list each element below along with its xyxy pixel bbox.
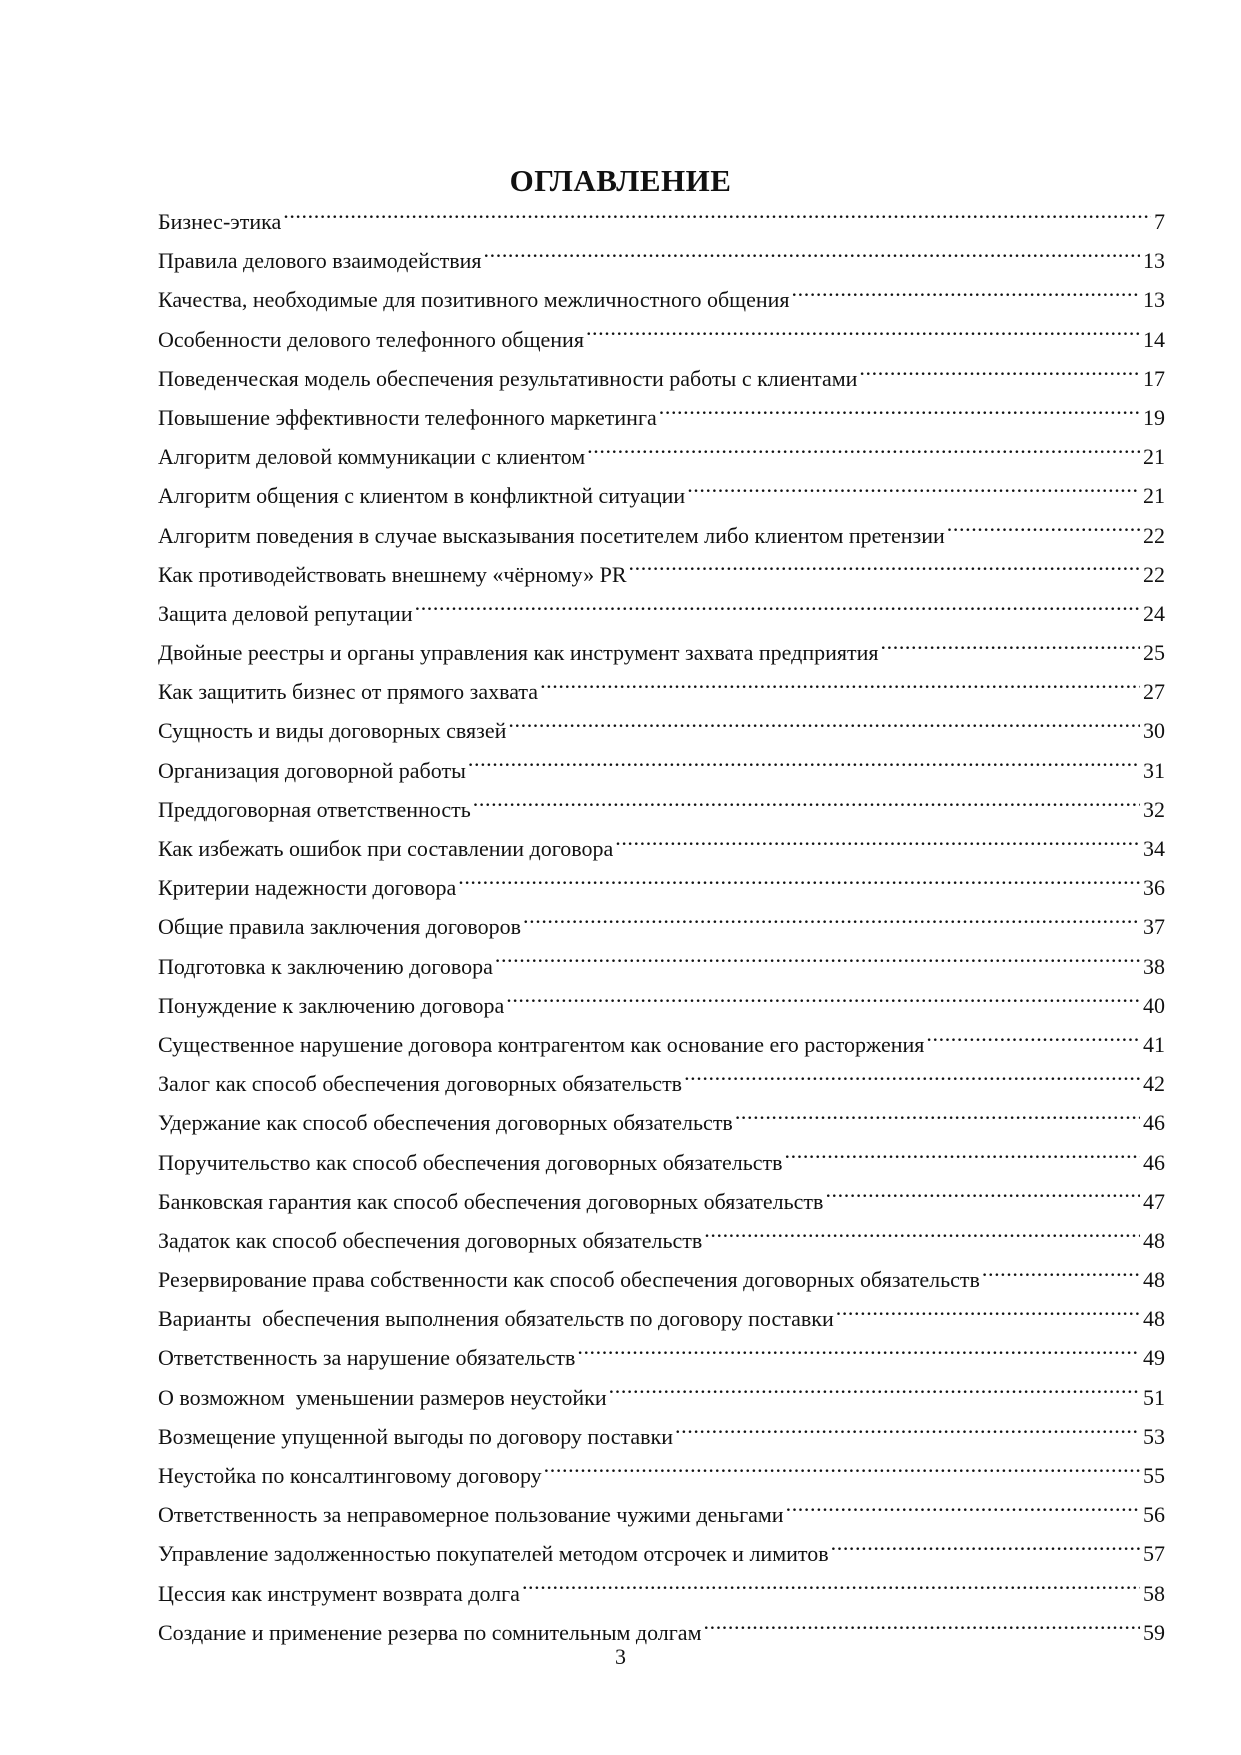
- toc-entry-title: Варианты обеспечения выполнения обязательств по договору поставки: [158, 1306, 834, 1332]
- toc-entry-title: Сущность и виды договорных связей: [158, 718, 507, 744]
- toc-entry-title: Подготовка к заключению договора: [158, 953, 493, 979]
- toc-entry-title: Качества, необходимые для позитивного межличностного общения: [158, 287, 790, 313]
- toc-entry-title: Алгоритм общения с клиентом в конфликтной ситуации: [158, 483, 686, 509]
- toc-entry-title: Особенности делового телефонного общения: [158, 326, 584, 352]
- toc-entry-page: 22: [1143, 522, 1165, 548]
- toc-entry[interactable]: [158, 947, 1165, 986]
- toc-entry-page: 42: [1143, 1071, 1165, 1097]
- toc-entry[interactable]: [158, 359, 1165, 398]
- toc-entry-page: 30: [1143, 718, 1165, 744]
- toc-entry[interactable]: [158, 1378, 1165, 1417]
- toc-entry-page: 58: [1143, 1580, 1165, 1606]
- toc-dot-leader: [704, 1226, 1140, 1248]
- toc-entry-page: 25: [1143, 640, 1165, 666]
- toc-entry-title: Залог как способ обеспечения договорных обязательств: [158, 1071, 683, 1097]
- toc-dot-leader: [926, 1030, 1140, 1052]
- toc-dot-leader: [609, 1383, 1140, 1405]
- toc-entry-page: 32: [1143, 796, 1165, 822]
- toc-entry-page: 48: [1143, 1306, 1165, 1332]
- toc-dot-leader: [947, 521, 1140, 543]
- toc-entry-page: 47: [1143, 1188, 1165, 1214]
- toc-entry[interactable]: [158, 1064, 1165, 1103]
- toc-entry-title: Бизнес-этика: [158, 209, 282, 234]
- toc-entry[interactable]: [158, 986, 1165, 1025]
- toc-entry-title: Повышение эффективности телефонного маркетинга: [158, 404, 657, 430]
- page-number: 3: [615, 1644, 626, 1669]
- toc-dot-leader: [484, 246, 1140, 268]
- toc-entry-page: 57: [1143, 1541, 1165, 1567]
- toc-dot-leader: [629, 560, 1141, 582]
- toc-entry-page: 41: [1143, 1031, 1165, 1057]
- toc-entry[interactable]: [158, 711, 1165, 750]
- toc-entry-title: Защита деловой репутации: [158, 600, 413, 626]
- toc-entry-title: Общие правила заключения договоров: [158, 914, 522, 940]
- toc-entry-page: 31: [1143, 757, 1165, 783]
- toc-dot-leader: [675, 1422, 1140, 1444]
- toc-entry[interactable]: [158, 1025, 1165, 1064]
- toc-entry[interactable]: [158, 516, 1165, 555]
- toc-entry-page: 56: [1143, 1502, 1165, 1528]
- toc-entry-title: Поручительство как способ обеспечения договорных обязательств: [158, 1149, 783, 1175]
- toc-entry-title: Задаток как способ обеспечения договорных обязательств: [158, 1227, 703, 1253]
- toc-entry[interactable]: [158, 1143, 1165, 1182]
- toc-dot-leader: [586, 325, 1140, 347]
- toc-entry-title: Управление задолженностью покупателей методом отсрочек и лимитов: [158, 1541, 829, 1567]
- toc-dot-leader: [544, 1461, 1140, 1483]
- toc-entry[interactable]: [158, 202, 1165, 241]
- toc-entry-title: Цессия как инструмент возврата долга: [158, 1580, 520, 1606]
- toc-dot-leader: [687, 481, 1140, 503]
- toc-entry-title: Преддоговорная ответственность: [158, 796, 471, 822]
- toc-entry-title: Как противодействовать внешнему «чёрному» PR: [158, 561, 627, 587]
- toc-entry-title: Двойные реестры и органы управления как инструмент захвата предприятия: [158, 640, 879, 666]
- toc-entry-page: 7: [1154, 209, 1165, 234]
- toc-dot-leader: [522, 1579, 1140, 1601]
- toc-entry-page: 24: [1143, 600, 1165, 626]
- toc-dot-leader: [881, 638, 1140, 660]
- toc-entry[interactable]: [158, 437, 1165, 476]
- toc-entry-title: Критерии надежности договора: [158, 875, 457, 901]
- toc-dot-leader: [283, 207, 1151, 229]
- toc-entry-title: Ответственность за неправомерное пользование чужими деньгами: [158, 1502, 784, 1528]
- toc-dot-leader: [859, 364, 1140, 386]
- toc-entry-page: 21: [1143, 483, 1165, 509]
- toc-entry-page: 22: [1143, 561, 1165, 587]
- table-of-contents: [158, 202, 1165, 1652]
- toc-entry-title: Организация договорной работы: [158, 757, 466, 783]
- toc-entry-title: Удержание как способ обеспечения договорных обязательств: [158, 1110, 733, 1136]
- toc-dot-leader: [659, 403, 1140, 425]
- toc-entry-page: 53: [1143, 1423, 1165, 1449]
- toc-entry-title: Ответственность за нарушение обязательств: [158, 1345, 576, 1371]
- toc-entry[interactable]: [158, 241, 1165, 280]
- toc-entry-page: 59: [1143, 1619, 1165, 1645]
- toc-entry-title: Алгоритм деловой коммуникации с клиентом: [158, 444, 586, 470]
- toc-entry[interactable]: [158, 1495, 1165, 1534]
- toc-dot-leader: [523, 912, 1140, 934]
- toc-dot-leader: [735, 1108, 1140, 1130]
- toc-dot-leader: [415, 599, 1140, 621]
- toc-entry[interactable]: [158, 1260, 1165, 1299]
- toc-entry-page: 34: [1143, 836, 1165, 861]
- toc-entry-title: Правила делового взаимодействия: [158, 248, 482, 274]
- page-title: ОГЛАВЛЕНИЕ: [509, 163, 732, 198]
- toc-dot-leader: [684, 1069, 1140, 1091]
- toc-entry-title: О возможном уменьшении размеров неустойки: [158, 1384, 607, 1410]
- toc-entry-page: 36: [1143, 875, 1165, 901]
- toc-entry-title: Возмещение упущенной выгоды по договору поставки: [158, 1423, 674, 1449]
- toc-dot-leader: [792, 285, 1140, 307]
- toc-entry-title: Как защитить бизнес от прямого захвата: [158, 679, 539, 705]
- toc-entry[interactable]: [158, 868, 1165, 907]
- toc-entry[interactable]: [158, 672, 1165, 711]
- toc-entry[interactable]: [158, 280, 1165, 319]
- toc-entry-page: 49: [1143, 1345, 1165, 1371]
- toc-entry-title: Резервирование права собственности как способ обеспечения договорных обязательств: [158, 1267, 980, 1293]
- toc-entry[interactable]: [158, 320, 1165, 359]
- toc-entry[interactable]: [158, 790, 1165, 829]
- toc-entry[interactable]: [158, 1182, 1165, 1221]
- toc-entry[interactable]: [158, 1534, 1165, 1573]
- toc-entry[interactable]: [158, 1338, 1165, 1377]
- toc-dot-leader: [836, 1304, 1140, 1326]
- toc-entry-page: 13: [1143, 287, 1165, 313]
- toc-entry[interactable]: [158, 476, 1165, 515]
- toc-entry[interactable]: [158, 1456, 1165, 1495]
- toc-entry[interactable]: [158, 1221, 1165, 1260]
- toc-entry[interactable]: [158, 555, 1165, 594]
- toc-dot-leader: [786, 1500, 1140, 1522]
- toc-entry-page: 21: [1143, 444, 1165, 470]
- toc-entry-page: 19: [1143, 404, 1165, 430]
- toc-dot-leader: [587, 442, 1140, 464]
- toc-dot-leader: [468, 756, 1140, 778]
- toc-entry-page: 40: [1143, 992, 1165, 1018]
- toc-entry-title: Алгоритм поведения в случае высказывания посетителем либо клиентом претензии: [158, 522, 945, 548]
- toc-entry-page: 13: [1143, 248, 1165, 274]
- toc-entry[interactable]: [158, 594, 1165, 633]
- toc-dot-leader: [577, 1343, 1140, 1365]
- toc-entry[interactable]: [158, 1299, 1165, 1338]
- toc-entry-page: 46: [1143, 1110, 1165, 1136]
- toc-entry[interactable]: [158, 751, 1165, 790]
- toc-entry[interactable]: [158, 1417, 1165, 1456]
- toc-entry-page: 48: [1143, 1227, 1165, 1253]
- toc-entry-title: Создание и применение резерва по сомнительным долгам: [158, 1619, 702, 1645]
- toc-entry[interactable]: [158, 633, 1165, 672]
- toc-entry[interactable]: [158, 398, 1165, 437]
- toc-entry-title: Банковская гарантия как способ обеспечения договорных обязательств: [158, 1188, 824, 1214]
- toc-entry[interactable]: [158, 829, 1165, 868]
- toc-entry-title: Поведенческая модель обеспечения результативности работы с клиентами: [158, 365, 858, 391]
- toc-entry-page: 48: [1143, 1267, 1165, 1293]
- toc-dot-leader: [615, 834, 1140, 856]
- toc-dot-leader: [704, 1618, 1141, 1640]
- toc-entry-title: Как избежать ошибок при составлении договора: [158, 836, 614, 861]
- toc-dot-leader: [540, 677, 1140, 699]
- toc-entry-page: 55: [1143, 1463, 1165, 1488]
- toc-dot-leader: [785, 1148, 1140, 1170]
- toc-entry-title: Существенное нарушение договора контрагентом как основание его расторжения: [158, 1031, 925, 1057]
- toc-entry-page: 37: [1143, 914, 1165, 940]
- toc-entry-title: Понуждение к заключению договора: [158, 992, 505, 1018]
- toc-dot-leader: [458, 873, 1140, 895]
- toc-entry[interactable]: [158, 907, 1165, 946]
- toc-dot-leader: [473, 795, 1140, 817]
- toc-dot-leader: [825, 1187, 1140, 1209]
- toc-entry-title: Неустойка по консалтинговому договору: [158, 1463, 542, 1488]
- toc-entry[interactable]: [158, 1574, 1165, 1613]
- toc-entry-page: 38: [1143, 953, 1165, 979]
- toc-dot-leader: [495, 952, 1140, 974]
- toc-entry-page: 46: [1143, 1149, 1165, 1175]
- toc-dot-leader: [508, 716, 1140, 738]
- toc-dot-leader: [982, 1265, 1140, 1287]
- toc-entry-page: 27: [1143, 679, 1165, 705]
- toc-dot-leader: [506, 991, 1140, 1013]
- toc-entry-page: 51: [1143, 1384, 1165, 1410]
- toc-entry[interactable]: [158, 1103, 1165, 1142]
- toc-entry-page: 14: [1143, 326, 1165, 352]
- toc-entry-page: 17: [1143, 365, 1165, 391]
- toc-dot-leader: [831, 1539, 1140, 1561]
